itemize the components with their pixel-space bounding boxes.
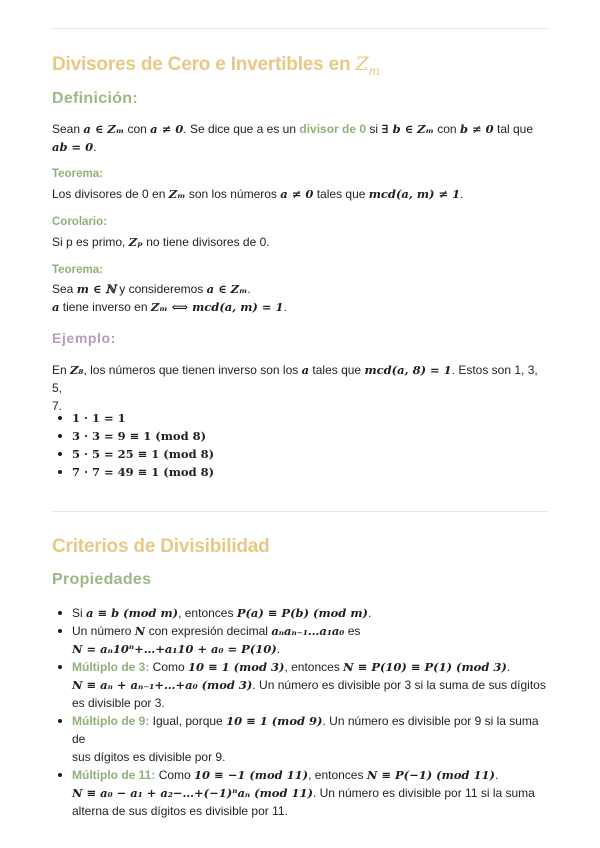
section-divider xyxy=(52,511,548,512)
divisor-de-cero-term: divisor de 0 xyxy=(299,122,367,136)
list-item: Múltiplo de 9: Igual, porque 10 ≡ 1 (mod 9). Un número es divisible por 9 si la suma de sus dígitos es divisible por 9. xyxy=(52,712,548,766)
section-title-criterios: Criterios de Divisibilidad xyxy=(52,536,270,557)
teorema-2-text: Sea m ∈ ℕ y consideremos a ∈ Zₘ. a tiene inverso en Zₘ ⟺ mcd(a, m) = 1. xyxy=(52,282,287,314)
propiedades-list xyxy=(52,604,548,820)
top-divider xyxy=(52,28,548,29)
list-item: Un número N con expresión decimal aₙaₙ₋₁…a₁a₀ es N = aₙ10ⁿ+…+a₁10 + a₀ = P(10). xyxy=(52,622,548,658)
multiplo-3-label: Múltiplo de 3: xyxy=(72,660,150,674)
propiedades-heading: Propiedades xyxy=(52,571,152,588)
ejemplo-paragraph: En Z₈, los números que tienen inverso son los a tales que mcd(a, 8) = 1. Estos son 1, 3, 5, 7. xyxy=(52,363,538,413)
teorema-label-1: Teorema: xyxy=(52,168,103,180)
teorema-label-2: Teorema: xyxy=(52,264,103,276)
list-item: Múltiplo de 11: Como 10 ≡ −1 (mod 11), entonces N ≡ P(−1) (mod 11). N ≡ a₀ − a₁ + a₂−…+(−1)ⁿaₙ (mod 11). Un número es divisible por 11 si la suma alterna de sus dígitos es divisible por 11. xyxy=(52,766,548,820)
list-item: Si a ≡ b (mod m), entonces P(a) ≡ P(b) (mod m). xyxy=(52,604,548,622)
ejemplo-heading: Ejemplo: xyxy=(52,330,116,346)
list-item: 1 · 1 = 1 xyxy=(52,409,214,427)
definicion-heading: Definición: xyxy=(52,90,138,107)
list-item: Múltiplo de 3: Como 10 ≡ 1 (mod 3), entonces N ≡ P(10) ≡ P(1) (mod 3). N ≡ aₙ + aₙ₋₁+…+a₀ (mod 3). Un número es divisible por 3 si la suma de sus dígitos es divisible por 3. xyxy=(52,658,548,712)
corolario-label: Corolario: xyxy=(52,216,107,228)
list-item: 5 · 5 = 25 ≡ 1 (mod 8) xyxy=(52,445,214,463)
list-item: 3 · 3 = 9 ≡ 1 (mod 8) xyxy=(52,427,214,445)
definition-paragraph: Sean a ∈ Zₘ con a ≠ 0. Se dice que a es un divisor de 0 si ∃ b ∈ Zₘ con b ≠ 0 tal que ab = 0. xyxy=(52,122,534,154)
teorema-1-text: Los divisores de 0 en Zₘ son los números a ≠ 0 tales que mcd(a, m) ≠ 1. xyxy=(52,187,464,201)
multiplo-9-label: Múltiplo de 9: xyxy=(72,714,150,728)
ejemplo-list xyxy=(52,409,214,481)
section-title-divisores: Divisores de Cero e Invertibles en $Z_m$ xyxy=(52,53,380,78)
corolario-text: Si p es primo, Zₚ no tiene divisores de 0. xyxy=(52,235,270,249)
multiplo-11-label: Múltiplo de 11: xyxy=(72,768,156,782)
list-item: 7 · 7 = 49 ≡ 1 (mod 8) xyxy=(52,463,214,481)
